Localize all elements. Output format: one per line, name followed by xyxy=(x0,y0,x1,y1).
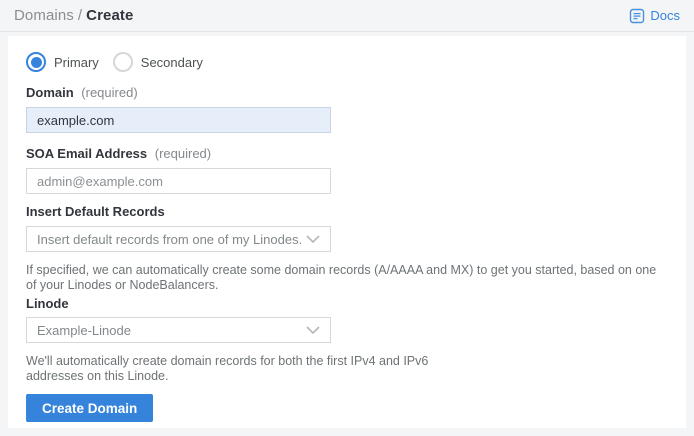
radio-selected-icon[interactable] xyxy=(26,52,46,72)
soa-email-field xyxy=(26,146,668,194)
document-icon xyxy=(629,8,645,24)
radio-secondary-label: Secondary xyxy=(140,54,203,70)
radio-unselected-icon[interactable] xyxy=(113,52,133,72)
domain-required-note: (required) xyxy=(81,85,138,100)
breadcrumb xyxy=(14,7,133,24)
chevron-down-icon xyxy=(306,235,320,243)
linode-select-value: Example-Linode xyxy=(37,322,131,338)
insert-default-records-label xyxy=(26,204,668,219)
soa-email-input[interactable] xyxy=(26,168,331,194)
insert-default-records-label-text: Insert Default Records xyxy=(26,204,165,219)
chevron-down-icon xyxy=(306,326,320,334)
linode-help-text: We'll automatically create domain records for both the first IPv4 and IPv6 addresses on this Linode. xyxy=(26,354,429,383)
domain-label-text: Domain xyxy=(26,85,74,100)
insert-default-records-field xyxy=(26,204,668,252)
linode-select[interactable] xyxy=(26,317,331,343)
breadcrumb-separator: / xyxy=(77,7,83,24)
domain-field-label xyxy=(26,85,668,100)
insert-default-records-value: Insert default records from one of my Linodes. xyxy=(37,231,303,247)
radio-primary[interactable] xyxy=(26,52,99,72)
soa-email-required-note: (required) xyxy=(154,146,212,161)
domain-field xyxy=(26,85,668,133)
create-domain-card xyxy=(8,36,686,428)
linode-label-text: Linode xyxy=(26,296,69,311)
breadcrumb-create: Create xyxy=(86,7,134,24)
page-header xyxy=(0,0,694,32)
linode-field-label xyxy=(26,296,668,311)
soa-email-field-label xyxy=(26,146,668,161)
radio-primary-label: Primary xyxy=(54,54,99,70)
linode-field xyxy=(26,296,668,343)
insert-default-records-select[interactable] xyxy=(26,226,331,252)
breadcrumb-domains[interactable]: Domains xyxy=(14,7,74,24)
domain-type-radio-group xyxy=(26,52,668,72)
radio-secondary[interactable] xyxy=(113,52,203,72)
create-domain-button[interactable]: Create Domain xyxy=(26,394,153,422)
records-help-text: If specified, we can automatically create some domain records (A/AAAA and MX) to get you started, based on one of your Linodes or NodeBalancers. xyxy=(26,263,657,292)
docs-link[interactable] xyxy=(629,8,680,24)
domain-input[interactable] xyxy=(26,107,331,133)
soa-email-label-text: SOA Email Address xyxy=(26,146,148,161)
docs-link-label: Docs xyxy=(650,8,680,23)
